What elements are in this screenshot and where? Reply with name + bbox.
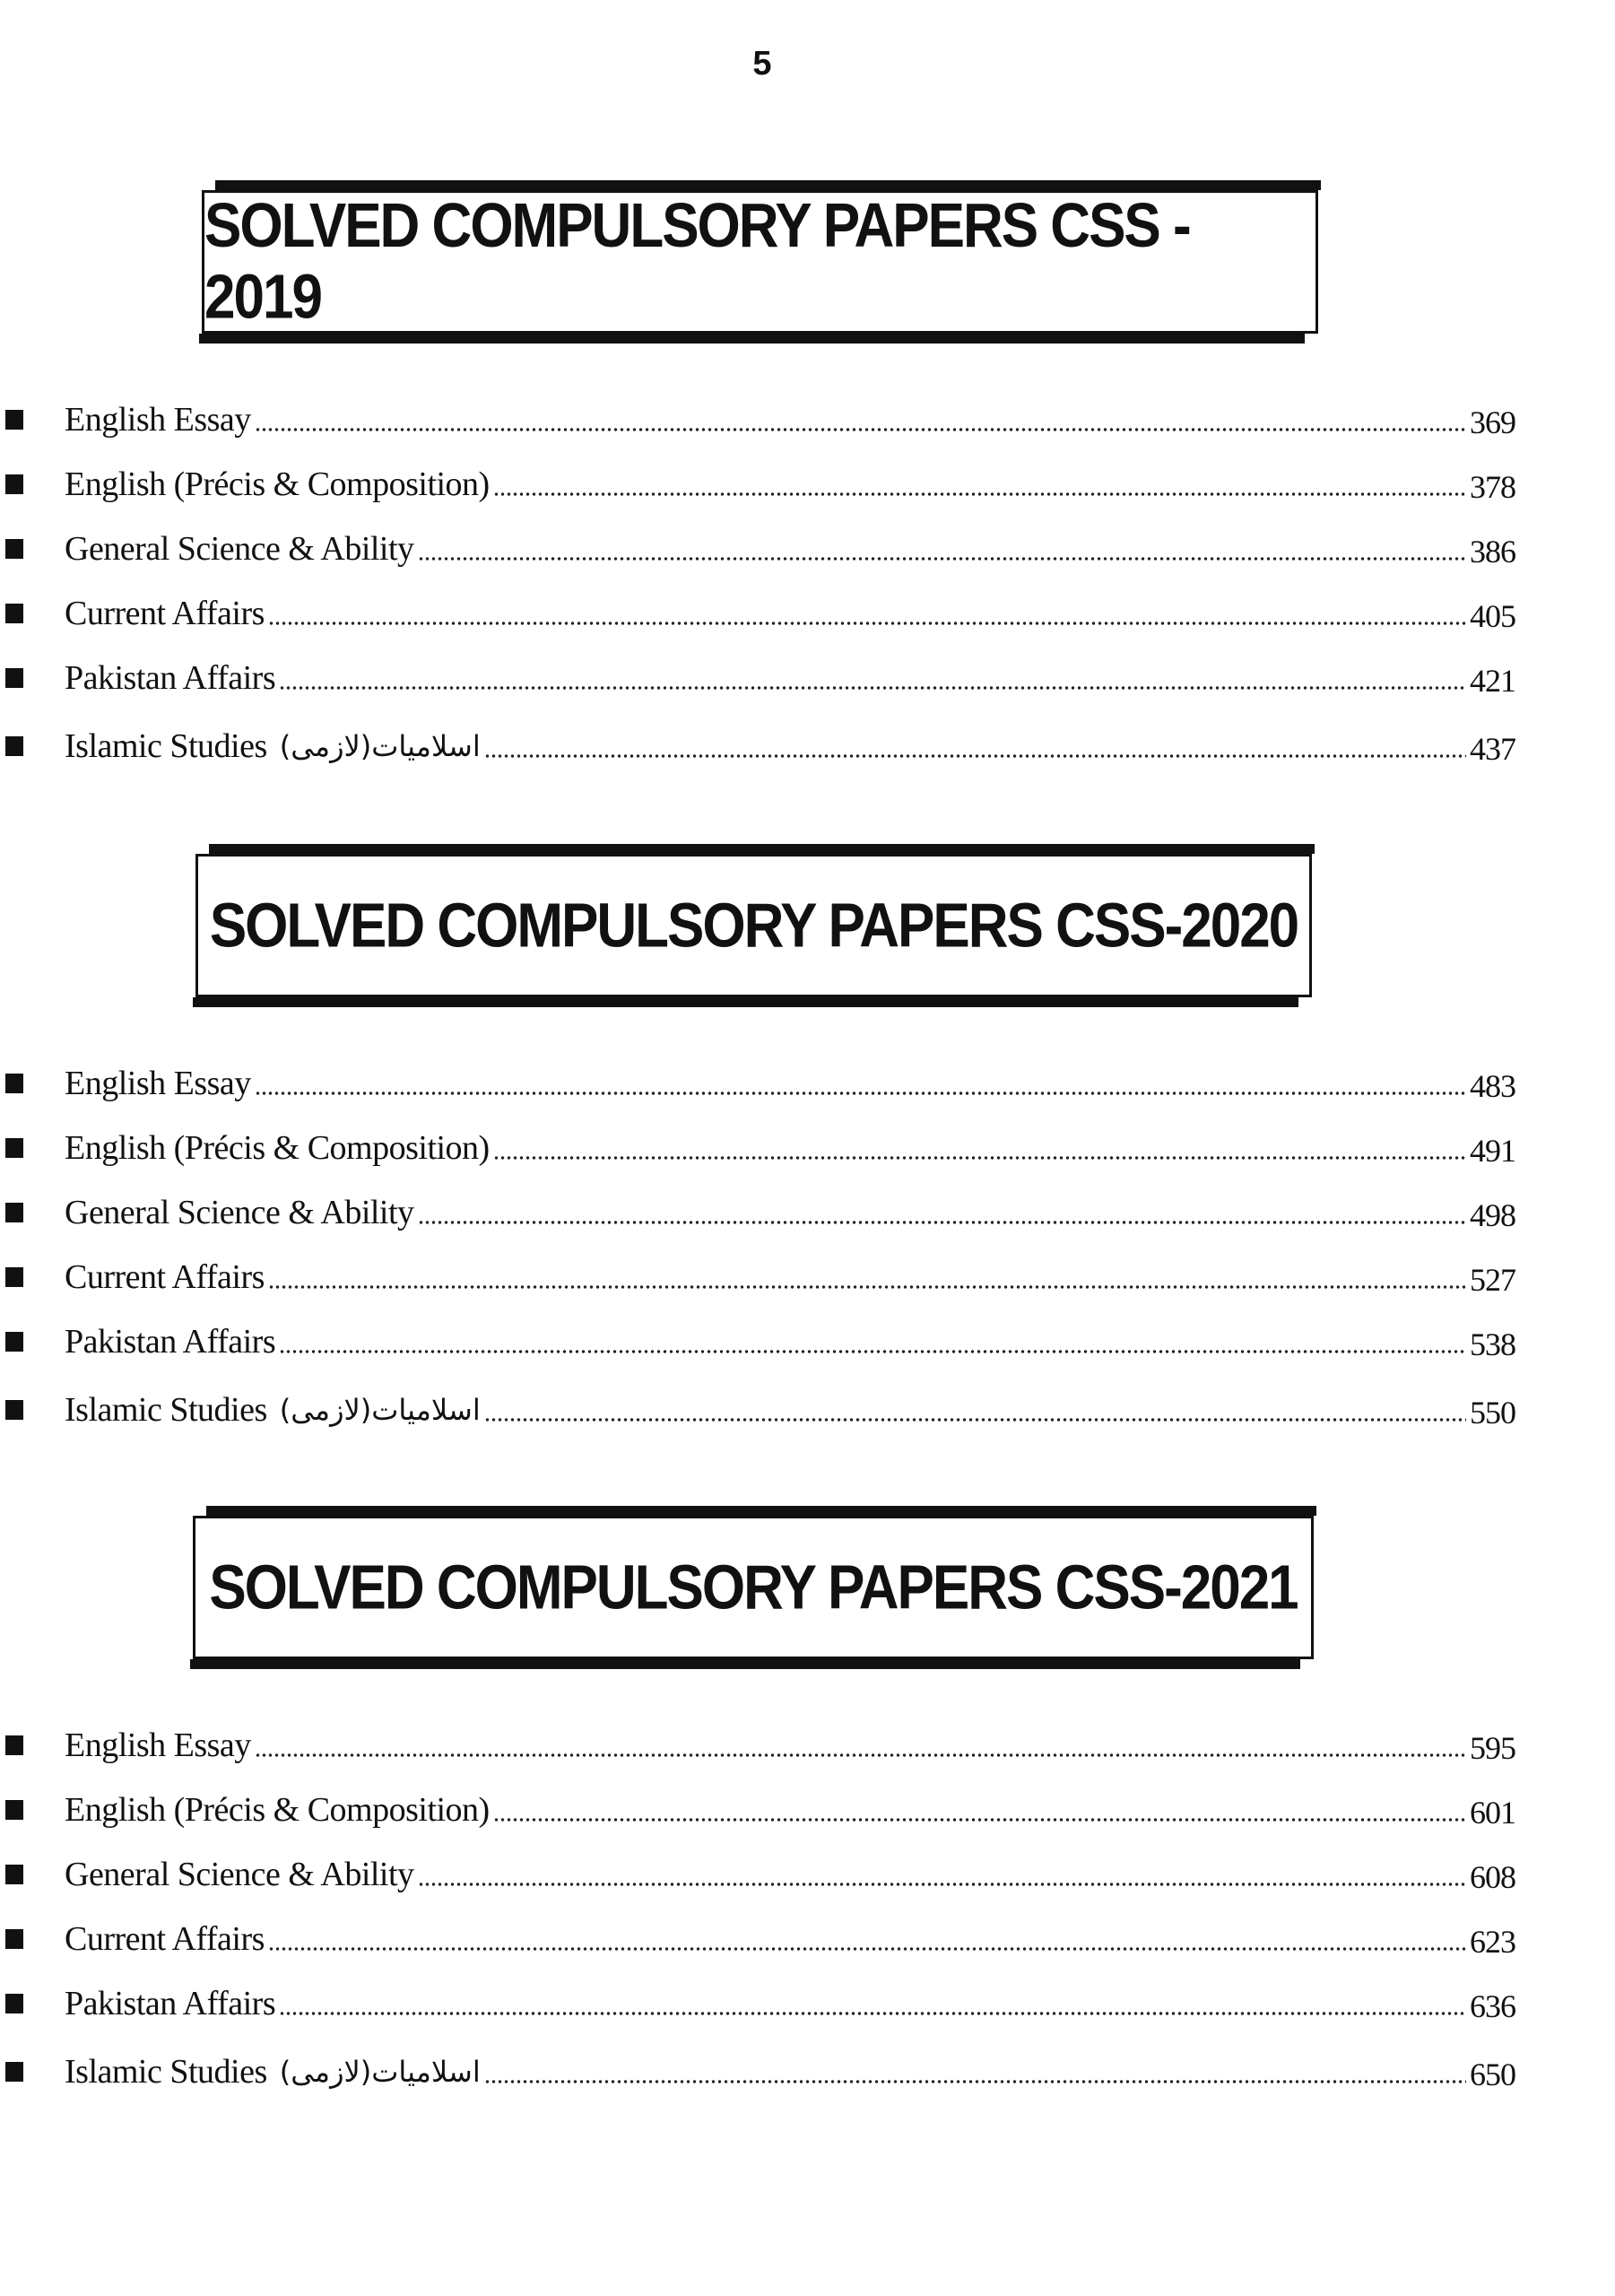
bullet-icon xyxy=(5,604,23,623)
toc-page-number: 636 xyxy=(1470,1988,1515,2024)
dot-leader xyxy=(279,1347,1466,1356)
dot-leader xyxy=(418,1218,1466,1227)
section-heading: SOLVED COMPULSORY PAPERS CSS-2020 xyxy=(209,891,1298,961)
bullet-icon xyxy=(5,736,23,756)
toc-entry-title: Current Affairs xyxy=(65,1920,265,1958)
toc-entry[interactable] xyxy=(0,457,1515,511)
bullet-icon xyxy=(5,1735,23,1755)
toc-page-number: 527 xyxy=(1470,1262,1515,1298)
toc-page-number: 378 xyxy=(1470,469,1515,505)
dot-leader xyxy=(255,1751,1466,1760)
toc-entry[interactable] xyxy=(0,1912,1515,1966)
bullet-icon xyxy=(5,474,23,494)
toc-entry[interactable] xyxy=(0,1783,1515,1837)
toc-entry[interactable] xyxy=(0,651,1515,705)
dot-leader xyxy=(268,619,1466,628)
bullet-icon xyxy=(5,668,23,688)
toc-page-number: 623 xyxy=(1470,1924,1515,1960)
toc-entry-urdu-title: اسلامیات(لازمی) xyxy=(279,729,481,763)
toc-page-number: 421 xyxy=(1470,663,1515,699)
dot-leader xyxy=(279,2009,1466,2018)
toc-entry[interactable] xyxy=(0,1383,1515,1437)
toc-entry-title: Islamic Studies xyxy=(65,727,267,765)
section-heading: SOLVED COMPULSORY PAPERS CSS - 2019 xyxy=(204,191,1190,333)
toc-page-number: 369 xyxy=(1470,404,1515,440)
bullet-icon xyxy=(5,1994,23,2013)
dot-leader xyxy=(484,752,1466,761)
bullet-icon xyxy=(5,2062,23,2082)
dot-leader xyxy=(418,554,1466,563)
toc-entry-title: English Essay xyxy=(65,1726,251,1764)
bullet-icon xyxy=(5,1800,23,1820)
toc-page-number: 386 xyxy=(1470,534,1515,570)
toc-entry[interactable] xyxy=(0,587,1515,640)
dot-leader xyxy=(493,1815,1466,1824)
toc-entry[interactable] xyxy=(0,393,1515,447)
toc-entry-title: General Science & Ability xyxy=(65,530,414,568)
toc-entry-title: English (Précis & Composition) xyxy=(65,465,490,503)
toc-entry[interactable] xyxy=(0,1977,1515,2031)
bullet-icon xyxy=(5,1138,23,1158)
toc-entry-urdu-title: اسلامیات(لازمی) xyxy=(279,2055,481,2089)
toc-entry[interactable] xyxy=(0,1057,1515,1110)
dot-leader xyxy=(418,1880,1466,1889)
toc-entry-title: English (Précis & Composition) xyxy=(65,1791,490,1829)
toc-page-number: 491 xyxy=(1470,1133,1515,1169)
bullet-icon xyxy=(5,1929,23,1949)
toc-entry-title: Pakistan Affairs xyxy=(65,659,276,697)
toc-entry[interactable] xyxy=(0,1718,1515,1772)
toc-entry-title: Pakistan Affairs xyxy=(65,1985,276,2022)
dot-leader xyxy=(255,1089,1466,1098)
toc-entry[interactable] xyxy=(0,1848,1515,1901)
toc-entry-title: Pakistan Affairs xyxy=(65,1323,276,1361)
toc-page-number: 483 xyxy=(1470,1068,1515,1104)
toc-page-number: 595 xyxy=(1470,1730,1515,1766)
toc-page-number: 437 xyxy=(1470,731,1515,767)
toc-page-number: 550 xyxy=(1470,1395,1515,1431)
toc-entry-title: General Science & Ability xyxy=(65,1194,414,1231)
toc-entry[interactable] xyxy=(0,1250,1515,1304)
toc-page-number: 405 xyxy=(1470,598,1515,634)
toc-entry-title: English Essay xyxy=(65,1065,251,1102)
bullet-icon xyxy=(5,410,23,430)
toc-entry-title: Current Affairs xyxy=(65,595,265,632)
page-number: 5 xyxy=(752,45,772,83)
bullet-icon xyxy=(5,1203,23,1222)
toc-entry[interactable] xyxy=(0,1315,1515,1369)
toc-entry-title: English (Précis & Composition) xyxy=(65,1129,490,1167)
bullet-icon xyxy=(5,1267,23,1287)
dot-leader xyxy=(493,490,1466,499)
toc-entry-title: English Essay xyxy=(65,401,251,439)
toc-entry[interactable] xyxy=(0,719,1515,773)
dot-leader xyxy=(255,425,1466,434)
toc-page-number: 498 xyxy=(1470,1197,1515,1233)
section-heading: SOLVED COMPULSORY PAPERS CSS-2021 xyxy=(209,1552,1298,1622)
toc-entry[interactable] xyxy=(0,1121,1515,1175)
section-heading-banner xyxy=(193,1516,1314,1659)
toc-entry[interactable] xyxy=(0,1186,1515,1239)
bullet-icon xyxy=(5,539,23,559)
toc-page-number: 538 xyxy=(1470,1326,1515,1362)
dot-leader xyxy=(268,1944,1466,1953)
dot-leader xyxy=(268,1283,1466,1292)
toc-page-number: 601 xyxy=(1470,1795,1515,1831)
toc-entry-urdu-title: اسلامیات(لازمی) xyxy=(279,1393,481,1427)
dot-leader xyxy=(279,683,1466,692)
toc-entry[interactable] xyxy=(0,2045,1515,2099)
bullet-icon xyxy=(5,1865,23,1884)
section-heading-banner xyxy=(202,190,1318,334)
bullet-icon xyxy=(5,1400,23,1420)
toc-entry-title: Current Affairs xyxy=(65,1258,265,1296)
bullet-icon xyxy=(5,1332,23,1352)
toc-page-number: 608 xyxy=(1470,1859,1515,1895)
dot-leader xyxy=(484,2077,1466,2086)
dot-leader xyxy=(484,1415,1466,1424)
toc-entry[interactable] xyxy=(0,522,1515,576)
dot-leader xyxy=(493,1153,1466,1162)
toc-entry-title: General Science & Ability xyxy=(65,1856,414,1893)
toc-page-number: 650 xyxy=(1470,2057,1515,2092)
toc-entry-title: Islamic Studies xyxy=(65,2053,267,2091)
toc-entry-title: Islamic Studies xyxy=(65,1391,267,1429)
bullet-icon xyxy=(5,1074,23,1093)
section-heading-banner xyxy=(195,854,1312,997)
